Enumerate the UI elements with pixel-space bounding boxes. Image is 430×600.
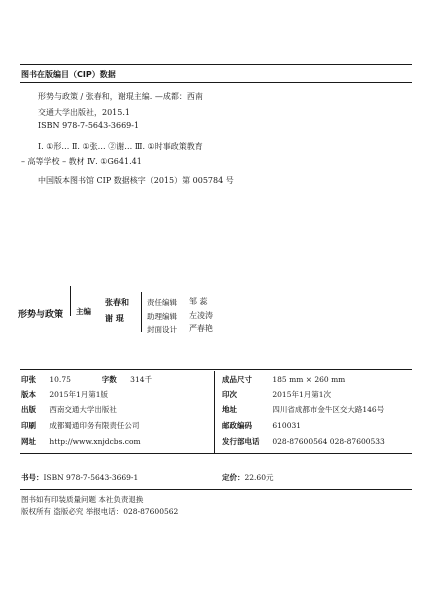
spec-value: 10.75 (49, 375, 71, 384)
cip-line: – 高等学校 – 教材 Ⅳ. ①G641.41 (21, 157, 142, 166)
spec-value: 028-87600564 028-87600533 (272, 437, 385, 446)
cip-line: 交通大学出版社，2015.1 (38, 108, 130, 117)
spec-row (222, 374, 345, 385)
spec-row (21, 389, 108, 400)
spec-label: 印张 (21, 375, 36, 384)
spec-value: 314千 (130, 375, 152, 384)
editor-role: 主编 (76, 307, 91, 316)
editor-name: 谢 琨 (105, 314, 124, 323)
notice-line: 图书如有印装质量问题 本社负责退换 (21, 495, 144, 504)
spec-label: 发行部电话 (222, 437, 260, 446)
notice-line: 版权所有 盗版必究 举报电话：028-87600562 (21, 507, 179, 516)
isbn-row (21, 472, 138, 483)
spec-value: 2015年1月第1版 (49, 390, 109, 399)
credits-divider-right (141, 292, 142, 332)
staff-name: 左凌涛 (189, 311, 213, 320)
book-title: 形势与政策 (18, 310, 64, 320)
spec-row (222, 389, 331, 400)
specs-column-divider (214, 371, 215, 453)
spec-label: 邮政编码 (222, 421, 252, 430)
cip-line: Ⅰ. ①形… Ⅱ. ①张… ②谢… Ⅲ. ①时事政策教育 (38, 142, 203, 151)
price-value: 22.60元 (244, 473, 274, 482)
spec-row (21, 420, 139, 431)
cip-rule (20, 82, 412, 83)
spec-row (222, 420, 301, 431)
spec-value: 四川省成都市金牛区交大路146号 (272, 405, 385, 414)
cip-line: ISBN 978-7-5643-3669-1 (38, 121, 140, 130)
spec-row (222, 436, 385, 447)
staff-role: 助理编辑 (147, 312, 177, 321)
spec-row (222, 404, 384, 415)
bottom-rule (20, 489, 412, 490)
top-rule (20, 64, 412, 65)
price-row (222, 472, 273, 483)
spec-label: 印次 (222, 390, 237, 399)
spec-label: 出版 (21, 405, 36, 414)
staff-role: 责任编辑 (147, 298, 177, 307)
specs-top-rule (20, 369, 412, 370)
isbn-value: ISBN 978-7-5643-3669-1 (43, 473, 139, 482)
spec-label: 版本 (21, 390, 36, 399)
editor-name: 张春和 (105, 298, 129, 307)
spec-value: 2015年1月第1次 (272, 390, 332, 399)
website-link[interactable]: http://www.xnjdcbs.com (49, 437, 141, 446)
spec-row (21, 374, 152, 385)
specs-bottom-rule (20, 453, 412, 454)
cip-line: 中国版本图书馆 CIP 数据核字（2015）第 005784 号 (38, 176, 234, 185)
credits-divider-left (70, 286, 71, 316)
spec-label: 网址 (21, 437, 36, 446)
spec-value: 185 mm × 260 mm (272, 375, 346, 384)
spec-value: 西南交通大学出版社 (49, 405, 117, 414)
price-label: 定价： (222, 473, 245, 482)
staff-role: 封面设计 (147, 325, 177, 334)
spec-row (21, 436, 141, 447)
spec-label: 地址 (222, 405, 237, 414)
isbn-label: 书号： (21, 473, 44, 482)
spec-value: 610031 (272, 421, 302, 430)
spec-row (21, 404, 117, 415)
spec-label: 印刷 (21, 421, 36, 430)
cip-heading: 图书在版编目（CIP）数据 (21, 70, 116, 79)
staff-name: 邹 蕊 (189, 297, 208, 306)
spec-label: 字数 (101, 375, 117, 384)
staff-name: 严春艳 (189, 324, 213, 333)
cip-line: 形势与政策 / 张春和，谢琨主编. —成都：西南 (38, 92, 203, 101)
spec-value: 成都蜀通印务有限责任公司 (49, 421, 140, 430)
spec-label: 成品尺寸 (222, 375, 252, 384)
